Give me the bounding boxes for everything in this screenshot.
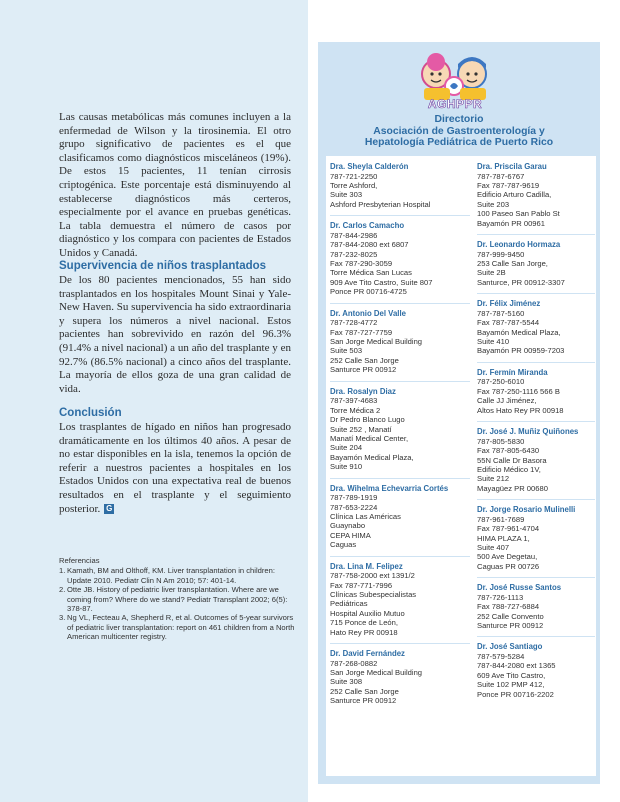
contact-name: Dr. Jorge Rosario Mulinelli (477, 505, 576, 515)
contact-detail: Fax 787-727-7759 (330, 327, 393, 337)
contact-detail: Suite 102 PMP 412, (477, 680, 545, 690)
contact-detail: Suite 407 (477, 542, 510, 552)
directory-column-right (477, 162, 595, 705)
contact-detail: 55N Calle Dr Basora (477, 455, 547, 465)
contact-detail: 787-728-4772 (330, 318, 378, 328)
directory-contact (330, 309, 470, 375)
directory-contact (330, 484, 470, 550)
contact-detail: Suite 252 , Manatí (330, 424, 392, 434)
contact-detail: Hospital Auxilio Mutuo (330, 608, 405, 618)
contact-detail: 252 Calle San Jorge (330, 686, 399, 696)
contact-detail: Fax 787-961-4704 (477, 524, 540, 534)
contact-detail: Clínicas Subespecialistas (330, 589, 417, 599)
contact-detail: Fax 787-787-9619 (477, 181, 540, 190)
contact-detail: 787-961-7689 (477, 514, 525, 524)
contact-name: Dr. Félix Jiménez (477, 299, 541, 309)
reference-number: 2. (59, 585, 66, 595)
directory-contact (330, 562, 470, 637)
contact-divider (477, 362, 595, 363)
contact-divider (477, 421, 595, 422)
reference-item (59, 613, 295, 641)
contact-detail: 787-250-6010 (477, 377, 525, 387)
contact-detail: Suite 503 (330, 346, 363, 356)
contact-detail: 787-805-5830 (477, 436, 525, 446)
contact-divider (330, 381, 470, 382)
contact-detail: CEPA HIMA (330, 530, 371, 540)
contact-detail: 787-653-2224 (330, 502, 378, 512)
directory-contact (477, 427, 595, 493)
contact-name: Dra. Rosalyn Diaz (330, 386, 396, 396)
contact-detail: 787-787-6767 (477, 171, 525, 181)
contact-detail: 100 Paseo San Pablo St (477, 209, 560, 219)
contact-detail: Suite 204 (330, 443, 363, 453)
contact-detail: Fax 787-805-6430 (477, 446, 540, 456)
contact-divider (477, 636, 595, 637)
contact-detail: Edificio Arturo Cadilla, (477, 190, 552, 200)
survival-heading: Supervivencia de niños trasplantados (59, 260, 267, 272)
contact-detail: 787-844-2986 (330, 230, 378, 240)
contact-detail: Altos Hato Rey PR 00918 (477, 405, 564, 415)
contact-detail: 787-999-9450 (477, 249, 525, 259)
reference-number: 1. (59, 566, 66, 576)
contact-detail: Bayamón PR 00959-7203 (477, 346, 565, 356)
contact-detail: Santurce PR 00912 (330, 696, 397, 706)
contact-detail: Calle JJ Jiménez, (477, 396, 537, 406)
contact-detail: Suite 303 (330, 190, 363, 200)
contact-detail: 787-397-4683 (330, 396, 378, 406)
contact-name: Dr. José Santiago (477, 642, 543, 652)
contact-detail: 609 Ave Tito Castro, (477, 670, 546, 680)
conclusion-heading: Conclusión (59, 407, 122, 419)
contact-detail: Ponce PR 00716-2202 (477, 689, 554, 699)
reference-item (59, 585, 295, 613)
contact-name: Dr. David Fernández (330, 649, 405, 658)
contact-detail: Fax 788-727-6884 (477, 602, 540, 612)
contact-detail: Caguas (330, 540, 357, 550)
contact-divider (477, 293, 595, 294)
directory-contact (330, 162, 470, 209)
contact-detail: Fax 787-771-7996 (330, 580, 393, 590)
directory-contact (477, 583, 595, 630)
contact-detail: Hato Rey PR 00918 (330, 627, 398, 637)
contact-name: Dra. Lina M. Felipez (330, 561, 403, 571)
contact-detail: Caguas PR 00726 (477, 561, 540, 571)
contact-detail: Bayamón Medical Plaza, (330, 452, 414, 462)
contact-detail: 787-721-2250 (330, 171, 378, 181)
references-title: Referencias (59, 556, 100, 565)
contact-detail: 715 Ponce de León, (330, 618, 398, 628)
directory-contact (330, 649, 470, 706)
contact-detail: 787-579-5284 (477, 651, 525, 661)
conclusion-block (59, 421, 291, 516)
reference-number: 3. (59, 613, 66, 623)
reference-text: Ng VL, Fecteau A, Shepherd R, et al. Outcomes of 5-year survivors of pediatric liver transplantation: report on 461 children from a North American multicenter registry. (67, 613, 295, 642)
contact-divider (330, 303, 470, 304)
contact-name: Dr. José Russe Santos (477, 583, 562, 593)
contact-detail: Edificio Médico 1V, (477, 464, 541, 474)
contact-detail: Torre Médica 2 (330, 405, 381, 415)
directory-contact (477, 368, 595, 415)
contact-detail: 500 Ave Degetau, (477, 552, 538, 562)
logo-text: AGHPPR (427, 97, 483, 111)
directory-contact (477, 299, 595, 356)
contact-detail: Pediátricas (330, 599, 368, 609)
contact-detail: 252 Calle Convento (477, 611, 544, 621)
directory-title-line: Directorio (434, 114, 484, 125)
contact-divider (477, 234, 595, 235)
contact-name: Dra. Priscila Garau (477, 162, 547, 171)
directory-contact (477, 642, 595, 699)
contact-detail: Fax 787-250-1116 566 B (477, 386, 560, 396)
references (59, 556, 295, 642)
contact-detail: 787-726-1113 (477, 592, 524, 602)
contact-detail: 787-844-2080 ext 6807 (330, 240, 409, 250)
directory-contact (330, 387, 470, 472)
contact-name: Dra. Wihelma Echevarria Cortés (330, 483, 449, 493)
contact-name: Dr. Carlos Camacho (330, 221, 405, 231)
contact-detail: 787-787-5160 (477, 308, 525, 318)
contact-detail: 787-844-2080 ext 1365 (477, 661, 556, 671)
contact-divider (477, 577, 595, 578)
contact-name: Dra. Sheyla Calderón (330, 162, 409, 171)
contact-detail: 787-232-8025 (330, 249, 378, 259)
directory-panel (318, 42, 600, 784)
reference-text: Otte JB. History of pediatric liver transplantation. Where are we coming from? Where do we stand? Pediatr Transplant 2002; 6(5): 378-87. (67, 585, 288, 614)
contact-detail: Manatí Medical Center, (330, 433, 409, 443)
contact-detail: Ponce PR 00716-4725 (330, 287, 407, 297)
contact-detail: Suite 203 (477, 199, 510, 209)
contact-name: Dr. Leonardo Hormaza (477, 240, 561, 250)
contact-name: Dr. Antonio Del Valle (330, 308, 406, 318)
contact-divider (477, 499, 595, 500)
contact-detail: Suite 212 (477, 474, 510, 484)
contact-detail: 252 Calle San Jorge (330, 355, 399, 365)
contact-name: Dr. Fermín Miranda (477, 367, 548, 377)
directory-contact (477, 240, 595, 287)
contact-detail: Suite 308 (330, 677, 363, 687)
directory-contact (477, 162, 595, 228)
contact-detail: San Jorge Medical Building (330, 668, 423, 677)
end-mark-icon: G (106, 504, 113, 514)
contact-detail: Mayagüez PR 00680 (477, 483, 548, 493)
contact-detail: Santurce PR 00912 (330, 365, 397, 375)
contact-detail: Guaynabo (330, 521, 366, 531)
contact-detail: 787-789-1919 (330, 493, 378, 503)
reference-item (59, 566, 295, 585)
contact-detail: Torre Médica San Lucas (330, 268, 412, 278)
contact-divider (330, 215, 470, 216)
contact-divider (330, 556, 470, 557)
contact-detail: Ashford Presbyterian Hospital (330, 199, 431, 209)
contact-detail: Fax 787-290-3059 (330, 259, 393, 269)
directory-contact (330, 221, 470, 296)
directory-contact (477, 505, 595, 571)
contact-detail: Bayamón Medical Plaza, (477, 327, 561, 337)
contact-detail: Santurce, PR 00912-3307 (477, 277, 565, 287)
references-list (59, 566, 295, 641)
conclusion-paragraph: Los trasplantes de hígado en niños han progresado dramáticamente en los últimos 40 años. A pesar de no estar disponibles en la isla, tenemos la opción de referir a nuestros pacientes a hospitales en los Estados Unidos con una expectativa real de buenos resultados en el trasplante y el seguimiento posterior. (59, 421, 291, 515)
contact-detail: 253 Calle San Jorge, (477, 259, 548, 269)
directory-title-line: Asociación de Gastroenterología y (373, 125, 545, 137)
contact-detail: Bayamón PR 00961 (477, 218, 545, 228)
contact-detail: Suite 410 (477, 337, 510, 347)
contact-detail: 787-758-2000 ext 1391/2 (330, 571, 415, 581)
contact-divider (330, 643, 470, 644)
contact-detail: Clínica Las Américas (330, 511, 401, 521)
contact-detail: Suite 910 (330, 462, 363, 472)
contact-detail: HIMA PLAZA 1, (477, 533, 530, 543)
contact-detail: Dr Pedro Blanco Lugo (330, 415, 405, 425)
contact-detail: 909 Ave Tito Castro, Suite 807 (330, 277, 433, 287)
survival-paragraph: De los 80 pacientes mencionados, 55 han sido trasplantados en los hospitales Mount Sinai y Yale-New Haven. Su supervivencia ha sido extraordinaria y supera los números a nivel nacional. Estos pacientes han sobrevivido en razón del 96.3% (91.4% a nivel nacional) a un año del trasplante y en 92.7% (86.5% nacional) a cinco años del trasplante. La mayoría de ellos goza de una gran calidad de vida. (59, 274, 291, 395)
directory-column-left (330, 162, 470, 712)
contact-detail: Fax 787-787-5544 (477, 318, 540, 328)
contact-detail: Torre Ashford, (330, 181, 378, 190)
contact-divider (330, 478, 470, 479)
directory-listing (326, 156, 596, 776)
contact-detail: Suite 2B (477, 268, 506, 278)
contact-detail: 787-268-0882 (330, 658, 378, 668)
contact-name: Dr. José J. Muñiz Quiñones (477, 427, 579, 437)
directory-title (318, 114, 600, 149)
reference-text: Kamath, BM and Olthoff, KM. Liver transplantation in children: Update 2010. Pediatr Clin N Am 2010; 57: 401-14. (67, 566, 275, 585)
intro-paragraph: Las causas metabólicas más comunes incluyen a la enfermedad de Wilson y la tirosinemia. El otro grupo significativo de pacientes es el que clasificamos como diagnósticos misceláneos (19%). De estos 15 pacientes, 11 tenían cirrosis criptogénica. Este porcentaje está disminuyendo al establecerse diagnósticos más certeros, especialmente por el avance en pruebas genéticas. La tabla demuestra el número de casos por diagnóstico y los compara con pacientes de Estados Unidos y Canadá. (59, 111, 291, 259)
contact-detail: Santurce PR 00912 (477, 620, 544, 630)
contact-detail: San Jorge Medical Building (330, 337, 423, 347)
directory-title-line: Hepatología Pediátrica de Puerto Rico (364, 137, 554, 149)
